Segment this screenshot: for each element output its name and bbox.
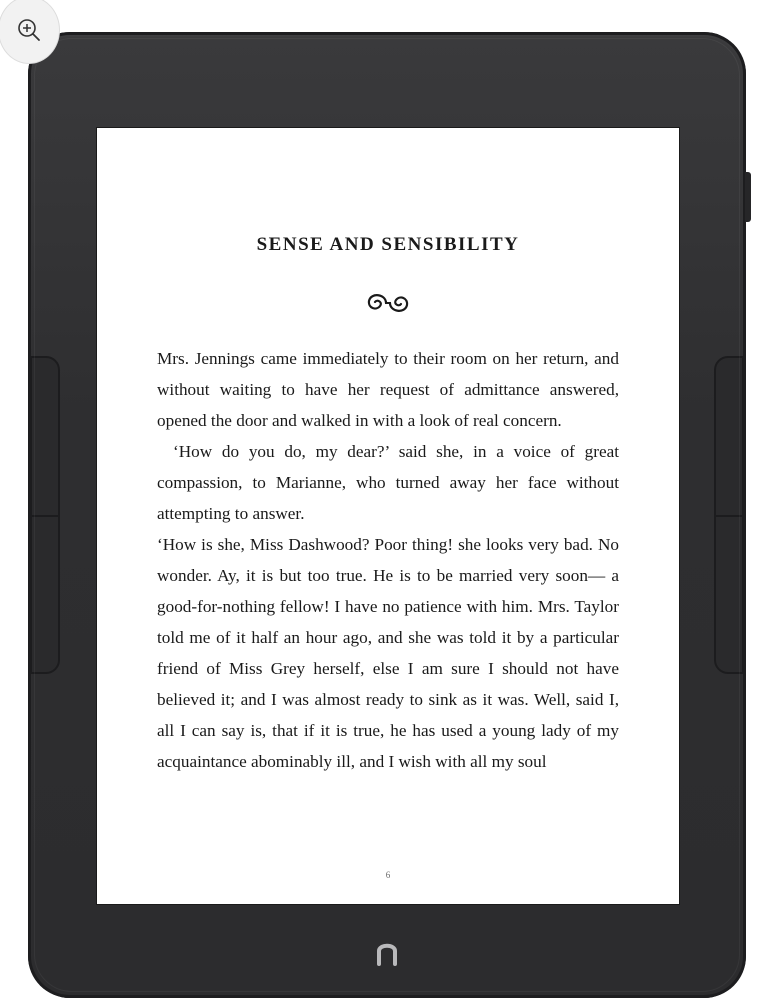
decorative-fleuron-icon [363, 288, 413, 318]
left-button-divider [32, 515, 58, 517]
page-number: 6 [385, 870, 391, 880]
book-text [157, 343, 619, 777]
ereader-screen [97, 128, 679, 904]
right-button-divider [716, 515, 742, 517]
paragraph: Mrs. Jennings came immediately to their room on her return, and without waiting to have her request of admittance answered, opened the door and walked in with a look of real concern. [157, 349, 619, 430]
zoom-in-icon [16, 17, 42, 43]
nook-n-logo-icon[interactable] [371, 938, 403, 968]
ereader-device [28, 32, 746, 998]
left-page-turn-buttons[interactable] [30, 356, 60, 674]
right-page-turn-buttons[interactable] [714, 356, 744, 674]
paragraph: ‘How is she, Miss Dashwood? Poor thing! she looks very bad. No wonder. Ay, it is but too true. He is to be married very soon— a good-for-nothing fellow! I have no patience with him. Mrs. Taylor told me of it half an hour ago, and she was told it by a particular friend of Miss Grey herself, else I am sure I should not have believed it; and I was almost ready to sink as it was. Well, said I, all I can say is, that if it is true, he has used a young lady of my acquaintance abominably ill, and I wish with all my soul [157, 535, 619, 771]
book-title: SENSE AND SENSIBILITY [256, 234, 520, 255]
paragraph: ‘How do you do, my dear?’ said she, in a voice of great compassion, to Marianne, who turned away her face without attempting to answer. [157, 442, 619, 523]
power-button[interactable] [745, 172, 751, 222]
